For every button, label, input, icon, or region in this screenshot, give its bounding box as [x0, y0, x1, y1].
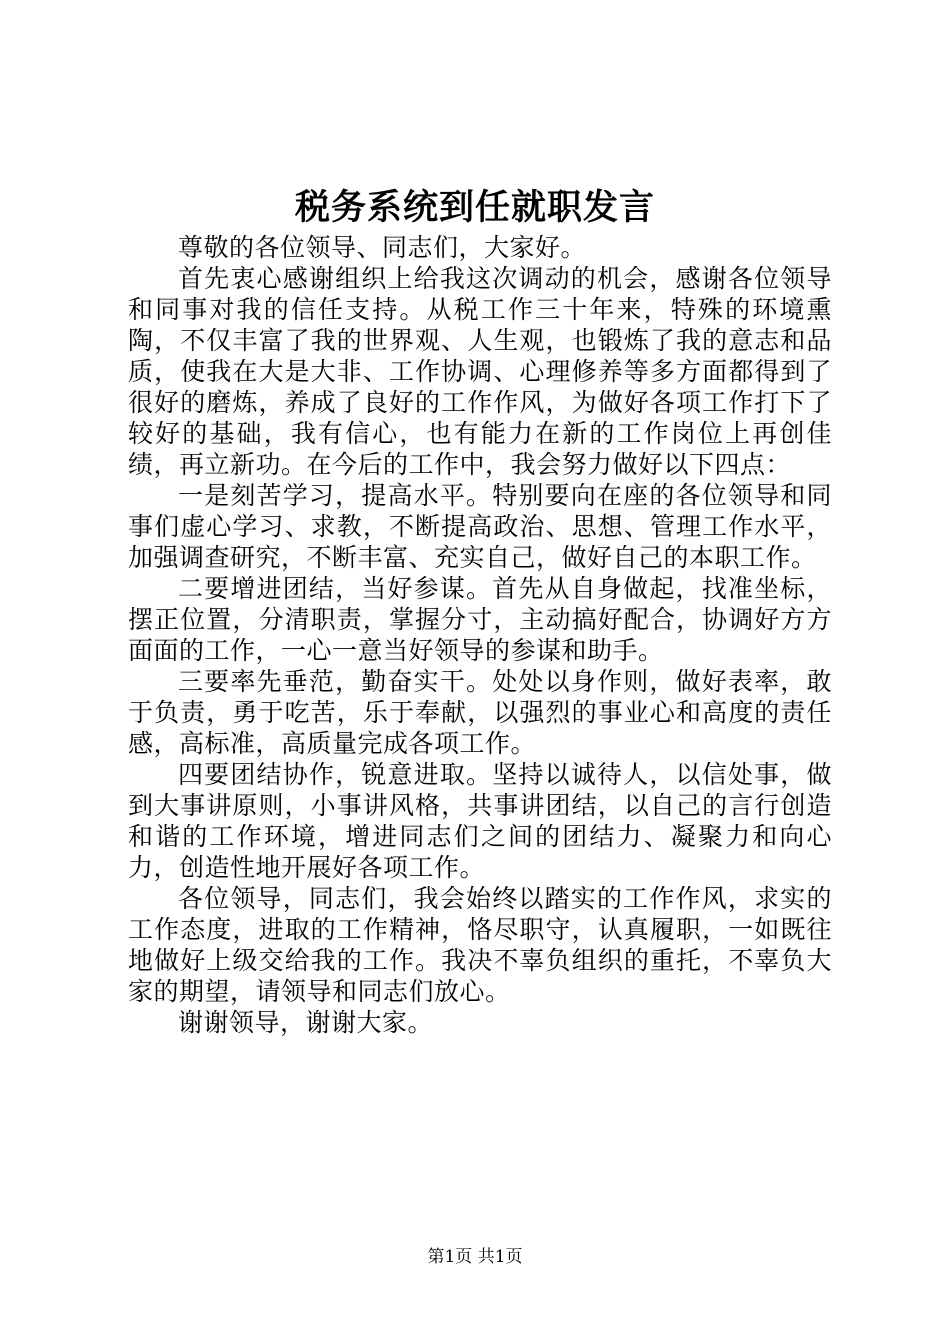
paragraph-closing: 各位领导，同志们，我会始终以踏实的工作作风，求实的工作态度，进取的工作精神，恪尽职守，认真履职，一如既往地做好上级交给我的工作。我决不辜负组织的重托，不辜负大家的期望，请领导和同志们放心。	[128, 884, 832, 1006]
paragraph-point-4: 四要团结协作，锐意进取。坚持以诚待人，以信处事，做到大事讲原则，小事讲风格，共事讲团结，以自己的言行创造和谐的工作环境，增进同志们之间的团结力、凝聚力和向心力，创造性地开展好各项工作。	[128, 760, 832, 882]
paragraph-greeting: 尊敬的各位领导、同志们，大家好。	[178, 233, 587, 262]
paragraph-thanks: 谢谢领导，谢谢大家。	[178, 1008, 434, 1037]
document-body	[128, 232, 832, 1038]
page-footer: 第1页 共1页	[427, 1247, 523, 1267]
paragraph-point-1: 一是刻苦学习，提高水平。特别要向在座的各位领导和同事们虚心学习、求教，不断提高政治、思想、管理工作水平，加强调查研究，不断丰富、充实自己，做好自己的本职工作。	[128, 481, 832, 572]
paragraph-point-2: 二要增进团结，当好参谋。首先从自身做起，找准坐标，摆正位置，分清职责，掌握分寸，主动搞好配合，协调好方方面面的工作，一心一意当好领导的参谋和助手。	[128, 574, 832, 665]
document-title: 税务系统到任就职发言	[294, 187, 655, 228]
paragraph-point-3: 三要率先垂范，勤奋实干。处处以身作则，做好表率，敢于负责，勇于吃苦，乐于奉献，以强烈的事业心和高度的责任感，高标准，高质量完成各项工作。	[128, 667, 832, 758]
paragraph-intro: 首先衷心感谢组织上给我这次调动的机会，感谢各位领导和同事对我的信任支持。从税工作三十年来，特殊的环境熏陶，不仅丰富了我的世界观、人生观，也锻炼了我的意志和品质，使我在大是大非、工作协调、心理修养等多方面都得到了很好的磨炼，养成了良好的工作作风，为做好各项工作打下了较好的基础，我有信心，也有能力在新的工作岗位上再创佳绩，再立新功。在今后的工作中，我会努力做好以下四点：	[128, 264, 832, 479]
